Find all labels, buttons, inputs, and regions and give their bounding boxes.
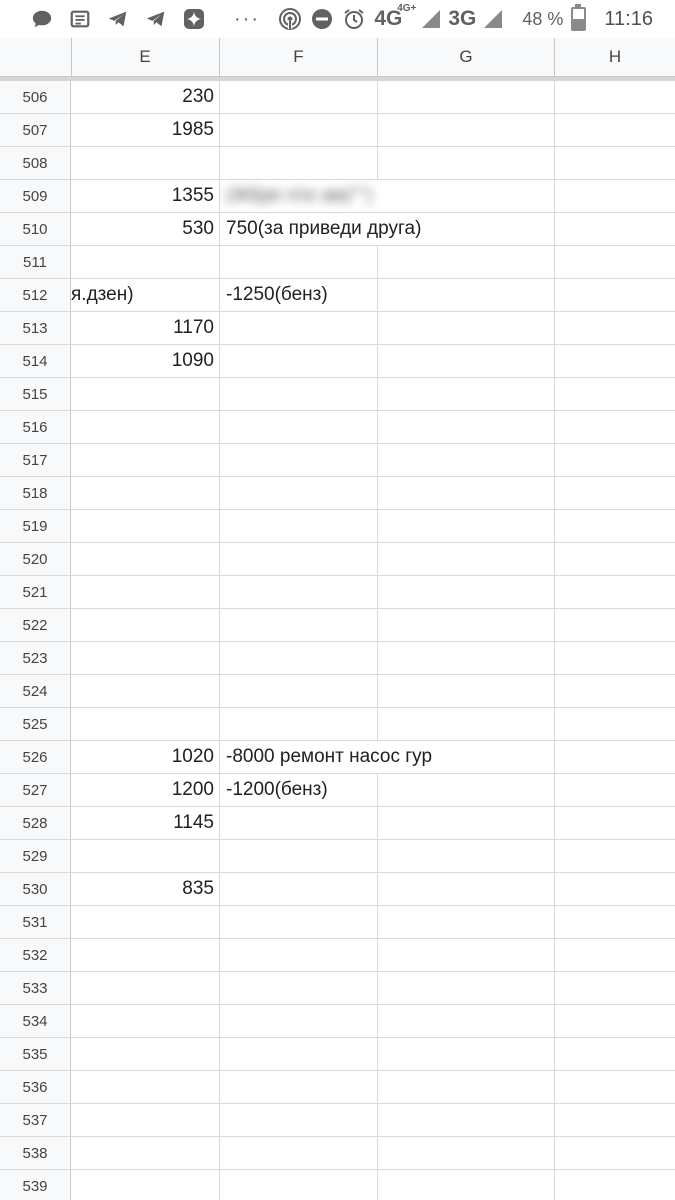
cell-e[interactable] [71,1005,220,1037]
cell-f[interactable] [220,1104,378,1136]
table-row [0,81,675,114]
cell-e[interactable]: 1145 [71,807,220,839]
column-header-g[interactable]: G [378,38,555,76]
cell-g[interactable] [378,444,555,476]
cell-g[interactable] [378,114,555,146]
cell-f[interactable] [220,114,378,146]
cell-e[interactable] [71,147,220,179]
cell-f[interactable] [220,840,378,872]
cell-h[interactable] [555,543,675,575]
cell-g[interactable] [378,312,555,344]
blurred-text: (Ж6ре пте ам)'''') [226,185,373,206]
cell-e[interactable] [71,1038,220,1070]
cell-e[interactable] [71,1104,220,1136]
cell-f[interactable] [220,972,378,1004]
cell-e[interactable] [71,642,220,674]
cell-h[interactable] [555,444,675,476]
row-header[interactable]: 532 [0,939,71,971]
cell-g[interactable] [378,906,555,938]
cell-f[interactable] [220,939,378,971]
status-bar [0,0,675,38]
cell-e[interactable] [71,906,220,938]
cell-h[interactable] [555,147,675,179]
cell-f[interactable]: -1250(бенз) [220,279,378,311]
chat-bubble-icon [30,7,54,31]
cell-e[interactable]: 530 [71,213,220,245]
cell-g[interactable] [378,1137,555,1169]
cell-h[interactable] [555,1038,675,1070]
cell-h[interactable] [555,972,675,1004]
cell-h[interactable] [555,609,675,641]
table-row [0,378,675,411]
cell-h[interactable] [555,81,675,113]
more-notifications-icon: ··· [234,7,260,30]
cell-h[interactable] [555,576,675,608]
cell-e[interactable] [71,1170,220,1200]
notification-icons [30,6,260,32]
table-row [0,543,675,576]
cell-h[interactable] [555,741,675,773]
cell-f[interactable] [220,543,378,575]
cell-f[interactable] [220,576,378,608]
table-row [0,510,675,543]
table-row [0,675,675,708]
row-header[interactable]: 522 [0,609,71,641]
cell-e[interactable] [71,609,220,641]
table-row [0,147,675,180]
table-row [0,972,675,1005]
cell-e[interactable] [71,477,220,509]
cell-h[interactable] [555,1104,675,1136]
cell-g[interactable] [378,774,555,806]
signal-strength-icon [422,10,440,28]
row-header[interactable]: 515 [0,378,71,410]
cell-g[interactable] [378,147,555,179]
row-header[interactable]: 513 [0,312,71,344]
cell-f[interactable]: -8000 ремонт насос гур [226,746,433,767]
table-row [0,1005,675,1038]
cell-f[interactable]: 750(за приведи друга) [226,218,422,239]
alarm-icon [342,7,366,31]
cell-h[interactable] [555,279,675,311]
cell-g[interactable] [378,609,555,641]
cell-e[interactable] [71,543,220,575]
table-row [0,840,675,873]
network-3g-label: 3G [448,7,477,30]
news-icon [68,7,92,31]
table-row [0,741,675,774]
cell-h[interactable] [555,213,675,245]
do-not-disturb-icon [310,7,334,31]
clock: 11:16 [604,7,653,30]
cell-g[interactable] [378,807,555,839]
row-header[interactable]: 517 [0,444,71,476]
cell-h[interactable] [555,1005,675,1037]
cell-f[interactable]: -1200(бенз) [220,774,378,806]
table-row [0,774,675,807]
cell-e[interactable]: я.дзен) [71,279,220,311]
cell-g[interactable] [378,81,555,113]
row-header[interactable]: 533 [0,972,71,1004]
cell-h[interactable] [555,840,675,872]
table-row [0,213,675,246]
cell-e[interactable] [71,1071,220,1103]
cell-f[interactable] [220,510,378,542]
cell-e[interactable]: 230 [71,81,220,113]
cell-f[interactable] [220,81,378,113]
cell-h[interactable] [555,345,675,377]
cell-h[interactable] [555,906,675,938]
cell-g[interactable] [378,642,555,674]
cell-f[interactable] [220,1137,378,1169]
cell-e[interactable] [71,972,220,1004]
row-header[interactable]: 521 [0,576,71,608]
cell-f[interactable] [220,1170,378,1200]
row-header[interactable]: 529 [0,840,71,872]
cell-h[interactable] [555,510,675,542]
cell-e[interactable] [71,675,220,707]
cell-h[interactable] [555,246,675,278]
cell-g[interactable] [378,246,555,278]
cell-e[interactable] [71,510,220,542]
cell-h[interactable] [555,378,675,410]
network-4g-label: 4G 4G+ [374,3,417,30]
cell-h[interactable] [555,675,675,707]
cell-h[interactable] [555,807,675,839]
table-row [0,708,675,741]
cell-f[interactable] [220,642,378,674]
cell-h[interactable] [555,180,675,212]
table-row [0,114,675,147]
cell-g[interactable] [378,1005,555,1037]
cell-g[interactable] [378,345,555,377]
cell-g[interactable] [378,1071,555,1103]
cell-e[interactable]: 1020 [71,741,220,773]
cell-f[interactable] [220,345,378,377]
cell-e[interactable] [71,444,220,476]
cell-e[interactable] [71,411,220,443]
row-header[interactable]: 524 [0,675,71,707]
cell-e[interactable]: 1985 [71,114,220,146]
cell-g[interactable] [378,180,555,212]
table-row [0,1038,675,1071]
cell-h[interactable] [555,312,675,344]
row-header[interactable]: 526 [0,741,71,773]
cell-e[interactable] [71,840,220,872]
cell-g[interactable] [378,939,555,971]
row-header[interactable]: 537 [0,1104,71,1136]
row-header[interactable]: 536 [0,1071,71,1103]
cell-h[interactable] [555,1137,675,1169]
row-header[interactable]: 516 [0,411,71,443]
cell-f[interactable] [220,246,378,278]
column-header-e[interactable]: E [71,38,220,76]
cell-g[interactable] [378,1170,555,1200]
table-row [0,180,675,213]
cell-f[interactable] [220,477,378,509]
column-header-bar [0,38,675,77]
cell-h[interactable] [555,873,675,905]
cell-h[interactable] [555,411,675,443]
row-header[interactable]: 527 [0,774,71,806]
cell-h[interactable] [555,774,675,806]
row-header[interactable]: 511 [0,246,71,278]
row-header[interactable]: 535 [0,1038,71,1070]
row-header[interactable]: 520 [0,543,71,575]
table-row [0,444,675,477]
table-row [0,477,675,510]
cell-g[interactable] [378,840,555,872]
table-row [0,609,675,642]
table-row [0,642,675,675]
row-header[interactable]: 539 [0,1170,71,1200]
cell-e[interactable]: 1170 [71,312,220,344]
table-row [0,411,675,444]
spreadsheet-grid[interactable] [0,81,675,1200]
row-header[interactable]: 518 [0,477,71,509]
cell-e[interactable]: 1355 [71,180,220,212]
cell-g[interactable] [378,576,555,608]
table-row [0,312,675,345]
cell-g[interactable] [378,1104,555,1136]
cell-f[interactable] [220,411,378,443]
row-header[interactable]: 519 [0,510,71,542]
cell-f[interactable] [220,378,378,410]
cell-f[interactable] [220,180,378,212]
telegram-icon [106,7,130,31]
cell-h[interactable] [555,1170,675,1200]
telegram-icon-2 [144,7,168,31]
table-row [0,246,675,279]
table-row [0,1104,675,1137]
table-row [0,279,675,312]
cell-g[interactable] [378,510,555,542]
row-header[interactable]: 508 [0,147,71,179]
row-header[interactable]: 510 [0,213,71,245]
row-header[interactable]: 507 [0,114,71,146]
cell-e[interactable] [71,576,220,608]
cell-f[interactable] [220,147,378,179]
cell-g[interactable] [378,972,555,1004]
cell-f[interactable] [220,1005,378,1037]
battery-percent: 48 % [522,8,564,29]
cell-f[interactable] [220,873,378,905]
row-header[interactable]: 538 [0,1137,71,1169]
table-row [0,576,675,609]
hotspot-icon [278,7,302,31]
cell-g[interactable] [378,675,555,707]
cell-e[interactable] [71,378,220,410]
cell-f[interactable] [220,675,378,707]
table-row [0,345,675,378]
cell-e[interactable] [71,708,220,740]
cell-f[interactable] [220,1038,378,1070]
column-header-h[interactable]: H [608,47,622,66]
select-all-corner[interactable] [0,38,72,76]
row-header[interactable]: 530 [0,873,71,905]
row-header[interactable]: 525 [0,708,71,740]
system-icons [278,3,653,32]
table-row [0,1137,675,1170]
cell-g[interactable] [378,378,555,410]
cell-f[interactable] [220,906,378,938]
cell-h[interactable] [555,1071,675,1103]
cell-f[interactable] [220,708,378,740]
table-row [0,939,675,972]
cell-e[interactable] [71,939,220,971]
row-header[interactable]: 528 [0,807,71,839]
cell-g[interactable] [378,1038,555,1070]
cell-f[interactable] [220,807,378,839]
row-header[interactable]: 514 [0,345,71,377]
cell-h[interactable] [555,642,675,674]
row-header[interactable]: 534 [0,1005,71,1037]
cell-e[interactable]: 1200 [71,774,220,806]
signal-strength-icon-2 [484,10,502,28]
cell-f[interactable] [220,1071,378,1103]
cell-f[interactable] [220,312,378,344]
row-header[interactable]: 506 [0,81,71,113]
cell-g[interactable] [378,708,555,740]
cell-h[interactable] [555,939,675,971]
cell-f[interactable] [220,444,378,476]
cell-e[interactable] [71,246,220,278]
table-row [0,1071,675,1104]
zen-icon [182,7,206,31]
cell-g[interactable] [378,543,555,575]
table-row [0,807,675,840]
row-header[interactable]: 509 [0,180,71,212]
row-header[interactable]: 512 [0,279,71,311]
cell-g[interactable] [378,411,555,443]
table-row [0,1170,675,1200]
row-header[interactable]: 523 [0,642,71,674]
cell-g[interactable] [378,477,555,509]
cell-f[interactable] [220,609,378,641]
cell-h[interactable] [555,708,675,740]
column-header-f[interactable]: F [220,38,378,76]
table-row [0,906,675,939]
cell-e[interactable]: 835 [71,873,220,905]
cell-h[interactable] [555,114,675,146]
battery-icon [571,7,586,31]
cell-h[interactable] [555,477,675,509]
cell-e[interactable]: 1090 [71,345,220,377]
cell-g[interactable] [378,873,555,905]
row-header[interactable]: 531 [0,906,71,938]
cell-e[interactable] [71,1137,220,1169]
table-row [0,873,675,906]
cell-g[interactable] [378,279,555,311]
